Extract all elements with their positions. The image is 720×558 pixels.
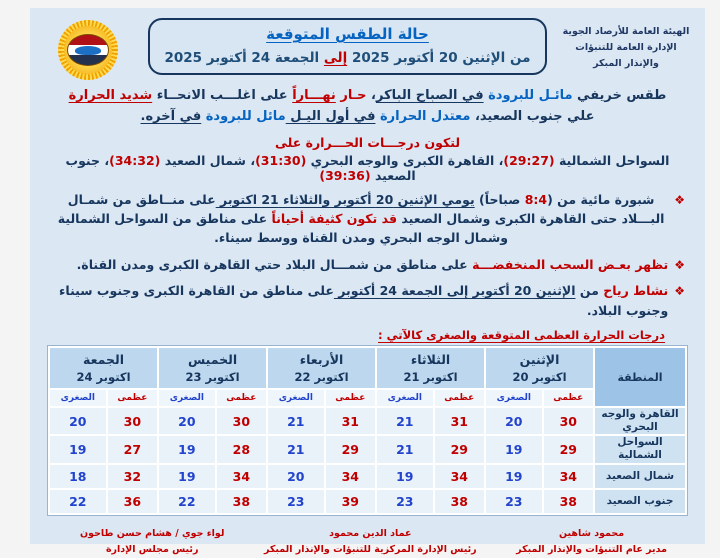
signature-name: محمود شاهين bbox=[558, 527, 625, 539]
min-temp-cell: 18 bbox=[50, 465, 106, 488]
min-subheader-0: الصغرى bbox=[486, 390, 542, 406]
day-date: 21 اكتوبر bbox=[403, 370, 458, 385]
max-temp-cell: 38 bbox=[435, 490, 484, 513]
table-body bbox=[50, 408, 685, 513]
signature-name: عماد الدين محمود bbox=[329, 527, 412, 539]
table-row bbox=[50, 490, 685, 513]
min-temp-cell: 21 bbox=[268, 408, 324, 434]
diamond-bullet-icon: ❖ bbox=[674, 257, 685, 272]
min-temp-cell: 21 bbox=[268, 436, 324, 462]
max-temp-cell: 29 bbox=[435, 436, 484, 462]
day-date: 20 اكتوبر bbox=[512, 370, 567, 385]
page-title: حالة الطقس المتوقعة bbox=[266, 25, 429, 43]
min-temp-cell: 19 bbox=[486, 465, 542, 488]
max-temp-cell: 28 bbox=[217, 436, 266, 462]
max-subheader-3: عظمى bbox=[217, 390, 266, 406]
forecast-body bbox=[40, 86, 695, 342]
table-row bbox=[50, 436, 685, 462]
temperature-table bbox=[47, 345, 688, 516]
text-segment: مائل للبرودة bbox=[201, 108, 286, 124]
day-header-3 bbox=[159, 348, 266, 388]
signature-title: رئيس مجلس الإدارة bbox=[105, 543, 199, 555]
text-segment: (29:27) bbox=[503, 152, 555, 168]
text-segment: ، القاهرة الكبرى والوجه البحري bbox=[306, 152, 504, 168]
text-segment: الإثنين 20 أكتوبر إلى الجمعة 24 أكتوبر bbox=[333, 283, 576, 299]
max-temp-cell: 34 bbox=[326, 465, 375, 488]
min-temp-cell: 23 bbox=[377, 490, 433, 513]
weather-bulletin-page bbox=[30, 8, 705, 555]
text-segment: (34:32) bbox=[109, 152, 161, 168]
min-temp-cell: 19 bbox=[377, 465, 433, 488]
signatures-row bbox=[40, 516, 695, 558]
org-line2: الإدارة العامة للتنبؤات والإنذار المبكر bbox=[575, 42, 677, 70]
day-name: الجمعة bbox=[83, 352, 125, 368]
table-subheader-row bbox=[50, 390, 685, 406]
min-temp-cell: 20 bbox=[486, 408, 542, 434]
min-temp-cell: 19 bbox=[159, 465, 215, 488]
day-name: الثلاثاء bbox=[410, 352, 451, 368]
signature-name: لواء جوي / هشام حسن طاحون bbox=[80, 527, 225, 539]
forecast-date-range bbox=[158, 50, 537, 66]
max-temp-cell: 38 bbox=[544, 490, 593, 513]
text-segment: صباحاً) bbox=[474, 191, 525, 207]
max-temp-cell: 29 bbox=[326, 436, 375, 462]
max-temp-cell: 31 bbox=[326, 408, 375, 434]
text-segment: على مناطق من القاهرة الكبرى وجنوب سيناء وجنوب البلاد. bbox=[59, 283, 669, 318]
max-temp-cell: 36 bbox=[108, 490, 157, 513]
text-segment: نشاط رياح bbox=[603, 283, 669, 299]
region-column-header: المنطقة bbox=[595, 348, 685, 406]
signature-director bbox=[516, 526, 667, 558]
text-segment: (39:36) bbox=[319, 167, 371, 183]
min-temp-cell: 21 bbox=[377, 408, 433, 434]
table-row bbox=[50, 408, 685, 434]
max-subheader-1: عظمى bbox=[435, 390, 484, 406]
temps-by-region-line bbox=[48, 153, 687, 183]
min-temp-cell: 21 bbox=[377, 436, 433, 462]
text-segment: على مناطق من شمـــال البلاد حتي القاهرة الكبرى ومدن القناة. bbox=[76, 256, 473, 272]
signature-chairman bbox=[80, 526, 224, 558]
ema-sun-emblem-icon bbox=[58, 20, 118, 80]
table-row bbox=[50, 465, 685, 488]
max-temp-cell: 29 bbox=[544, 436, 593, 462]
table-heading: درجات الحرارة العظمى المتوقعة والصغرى كالآتي : bbox=[378, 328, 665, 343]
day-header-1 bbox=[377, 348, 484, 388]
text-segment: علي جنوب الصعيد، bbox=[470, 108, 595, 124]
region-label: شمال الصعيد bbox=[595, 465, 685, 488]
max-subheader-4: عظمى bbox=[108, 390, 157, 406]
signature-title: مدير عام التنبؤات والإنذار المبكر bbox=[516, 543, 667, 555]
max-temp-cell: 30 bbox=[108, 408, 157, 434]
region-label: القاهرة والوجه البحري bbox=[595, 408, 685, 434]
text-segment: يومي الإثنين 20 أكتوبر والثلاثاء 21 اكتوبر bbox=[215, 191, 475, 207]
max-temp-cell: 32 bbox=[108, 465, 157, 488]
text-segment: السواحل الشمالية bbox=[554, 152, 670, 168]
intro-paragraph bbox=[54, 86, 681, 128]
day-name: الإثنين bbox=[519, 352, 560, 368]
bullet-fog-text bbox=[54, 190, 668, 248]
logo-container bbox=[40, 12, 136, 80]
day-date: 24 اكتوبر bbox=[76, 370, 131, 385]
min-temp-cell: 19 bbox=[50, 436, 106, 462]
max-temp-cell: 30 bbox=[544, 408, 593, 434]
min-temp-cell: 22 bbox=[159, 490, 215, 513]
text-segment: على منــاطق من شمـال البـــلاد حتى القاهرة الكبرى وشمال الصعيد bbox=[67, 191, 665, 226]
min-temp-cell: 20 bbox=[268, 465, 324, 488]
text-segment: من bbox=[575, 283, 604, 299]
text-segment: على اغلـــب الانحــاء bbox=[152, 88, 293, 103]
text-segment: نهـــاراً bbox=[292, 88, 336, 103]
text-segment: مائـل للبرودة bbox=[483, 88, 573, 103]
max-temp-cell: 27 bbox=[108, 436, 157, 462]
temps-heading: لتكون درجـــات الحـــرارة على bbox=[274, 134, 461, 150]
min-temp-cell: 19 bbox=[486, 436, 542, 462]
text-segment: ، bbox=[366, 88, 376, 103]
bullet-fog bbox=[54, 190, 685, 248]
text-segment: (31:30) bbox=[255, 152, 307, 168]
day-date: 23 اكتوبر bbox=[185, 370, 240, 385]
min-subheader-3: الصغرى bbox=[159, 390, 215, 406]
org-name-block bbox=[557, 24, 695, 72]
text-segment: في الصباح الباكر bbox=[376, 88, 484, 103]
text-segment: إلى bbox=[323, 50, 348, 66]
region-label: جنوب الصعيد bbox=[595, 490, 685, 513]
text-segment: تظهر بعـض السحب المنخفضـــة bbox=[472, 256, 669, 272]
bullet-clouds bbox=[54, 255, 685, 275]
text-segment: من الإثنين 20 أكتوبر 2025 bbox=[347, 50, 531, 66]
min-temp-cell: 22 bbox=[50, 490, 106, 513]
min-temp-cell: 23 bbox=[268, 490, 324, 513]
text-segment: ، جنوب الصعيد bbox=[65, 152, 416, 183]
min-temp-cell: 23 bbox=[486, 490, 542, 513]
diamond-bullet-icon: ❖ bbox=[674, 192, 685, 207]
text-segment: شديد الحرارة bbox=[68, 88, 153, 103]
max-temp-cell: 38 bbox=[217, 490, 266, 513]
day-header-0 bbox=[486, 348, 593, 388]
table-header-row bbox=[50, 348, 685, 388]
max-temp-cell: 31 bbox=[435, 408, 484, 434]
table-head bbox=[50, 348, 685, 406]
max-temp-cell: 39 bbox=[326, 490, 375, 513]
min-subheader-4: الصغرى bbox=[50, 390, 106, 406]
max-temp-cell: 34 bbox=[217, 465, 266, 488]
text-segment: شبورة مائية من ( bbox=[547, 191, 655, 207]
min-temp-cell: 19 bbox=[159, 436, 215, 462]
signature-head-forecasts bbox=[264, 526, 477, 558]
diamond-bullet-icon: ❖ bbox=[674, 284, 685, 299]
max-temp-cell: 34 bbox=[435, 465, 484, 488]
day-header-2 bbox=[268, 348, 375, 388]
day-header-4 bbox=[50, 348, 157, 388]
bullet-clouds-text bbox=[54, 255, 668, 275]
text-segment: ، شمال الصعيد bbox=[160, 152, 256, 168]
text-segment: في أول اليـل bbox=[285, 108, 376, 124]
max-subheader-2: عظمى bbox=[326, 390, 375, 406]
text-segment: الجمعة 24 أكتوبر 2025 bbox=[164, 50, 324, 66]
org-line1: الهيئة العامة للأرصاد الجوية bbox=[562, 26, 690, 37]
max-temp-cell: 30 bbox=[217, 408, 266, 434]
region-label: السواحل الشمالية bbox=[595, 436, 685, 462]
ema-emblem-center-icon bbox=[67, 34, 109, 66]
text-segment: على مناطق من السواحل الشمالية وشمال الوجه البحري ومدن القناة ووسط سيناء. bbox=[57, 210, 509, 246]
min-subheader-2: الصغرى bbox=[268, 390, 324, 406]
page-header bbox=[40, 12, 695, 80]
min-subheader-1: الصغرى bbox=[377, 390, 433, 406]
min-temp-cell: 20 bbox=[159, 408, 215, 434]
bullet-wind bbox=[54, 281, 685, 320]
max-subheader-0: عظمى bbox=[544, 390, 593, 406]
bullet-wind-text bbox=[54, 281, 668, 320]
text-segment: حـار bbox=[335, 88, 367, 103]
day-name: الأربعاء bbox=[299, 352, 344, 368]
title-box bbox=[148, 18, 547, 75]
text-segment: طقس خريفي bbox=[572, 88, 667, 103]
text-segment: قد تكون كثيفة أحياناً bbox=[271, 210, 398, 226]
signature-title: رئيس الإدارة المركزية للتنبؤات والإنذار المبكر bbox=[263, 543, 477, 555]
day-name: الخميس bbox=[187, 352, 238, 368]
day-date: 22 اكتوبر bbox=[294, 370, 349, 385]
text-segment: في آخره. bbox=[140, 108, 202, 124]
text-segment: 8:4 bbox=[524, 191, 548, 207]
text-segment: معتدل الحرارة bbox=[375, 108, 471, 124]
min-temp-cell: 20 bbox=[50, 408, 106, 434]
max-temp-cell: 34 bbox=[544, 465, 593, 488]
